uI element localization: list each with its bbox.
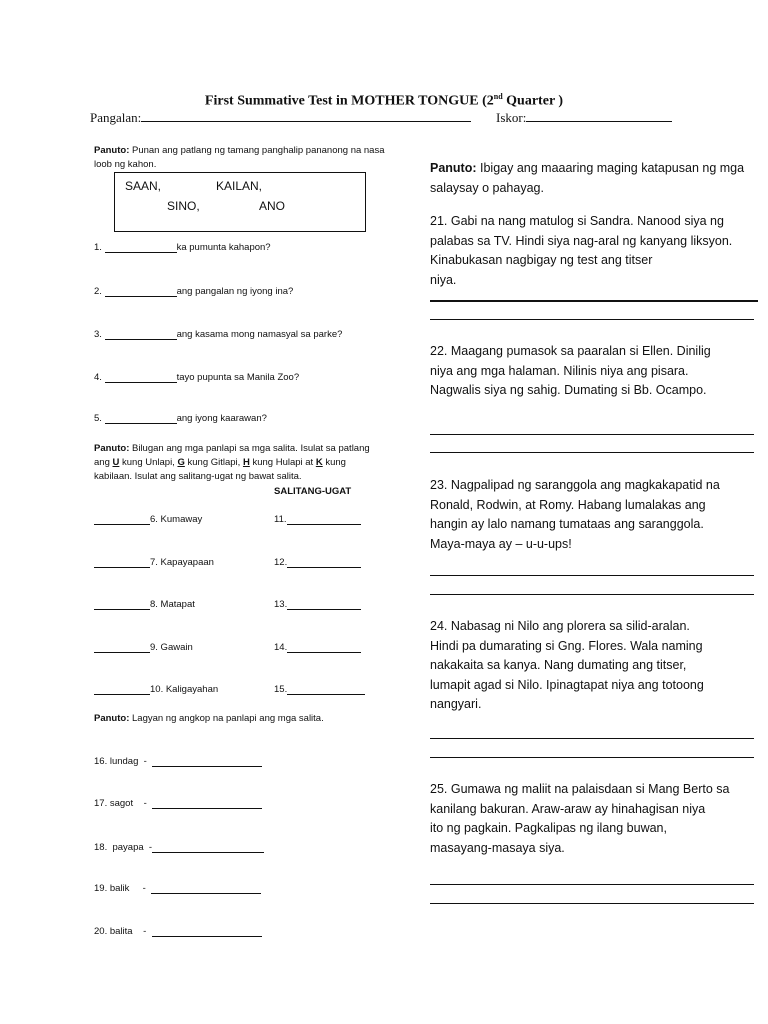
answer-blank[interactable] [94,557,150,568]
answer-blank[interactable] [94,642,150,653]
answer-blank[interactable] [94,599,150,610]
question-item: 1. ka pumunta kahapon? [94,242,271,253]
answer-blank[interactable] [287,684,365,695]
answer-line[interactable] [430,575,754,576]
answer-blank[interactable] [152,926,262,937]
affix-fill-item: 20. balita - [94,926,262,937]
answer-blank[interactable] [151,883,261,894]
answer-blank[interactable] [105,286,177,297]
part3-directions: Panuto: Lagyan ng angkop na panlapi ang mga salita. [94,713,324,724]
root-word-item: 12. [274,557,361,568]
word-box [114,172,366,232]
story-item: 24. Nabasag ni Nilo ang plorera sa silid-aralan. Hindi pa dumarating si Gng. Flores. Wala naming nakakaita sa kanya. Nang dumating ang titser, lumapit agad si Nilo. Ipinagtapat niya ang totoong nangyari. [430,619,704,711]
answer-blank[interactable] [105,242,177,253]
answer-blank[interactable] [287,642,361,653]
score-field[interactable] [496,110,672,126]
affix-fill-item: 17. sagot - [94,798,262,809]
answer-blank[interactable] [105,329,177,340]
affix-item: 8. Matapat [94,599,195,610]
answer-blank[interactable] [287,599,361,610]
score-line[interactable] [526,121,672,122]
answer-blank[interactable] [287,557,361,568]
root-word-item: 14. [274,642,361,653]
name-line[interactable] [141,121,471,122]
score-label: Iskor: [496,110,527,125]
box-word: KAILAN, [216,179,263,193]
answer-blank[interactable] [152,756,262,767]
answer-blank[interactable] [152,798,262,809]
answer-line[interactable] [430,452,754,453]
box-word: ANO [259,199,286,213]
story-item: 23. Nagpalipad ng saranggola ang magkakapatid na Ronald, Rodwin, at Romy. Habang lumalakas ang hangin ay lalo namang tumataas ang saranggola. Maya-maya ay – u-u-ups! [430,478,720,551]
answer-blank[interactable] [94,514,150,525]
answer-line[interactable] [430,434,754,435]
affix-item: 6. Kumaway [94,514,202,525]
answer-line[interactable] [430,757,754,758]
name-field[interactable] [90,110,471,126]
question-item: 2. ang pangalan ng iyong ina? [94,286,294,297]
affix-fill-item: 18. payapa - [94,842,264,853]
question-item: 5. ang iyong kaarawan? [94,413,267,424]
story-item: 22. Maagang pumasok sa paaralan si Ellen. Dinilig niya ang mga halaman. Nilinis niya ang pisara. Nagwalis siya ng sahig. Dumating si Bb. Ocampo. [430,344,711,397]
answer-blank[interactable] [94,684,150,695]
part1-directions: Panuto: Punan ang patlang ng tamang panghalip pananong na nasa loob ng kahon. [94,145,385,170]
part2-directions: Panuto: Bilugan ang mga panlapi sa mga salita. Isulat sa patlang ang U kung Unlapi, G kung Gitlapi, H kung Hulapi at K kung kabilaan. Isulat ang salitang-ugat ng bawat salita. [94,443,370,482]
root-word-item: 11. [274,514,361,525]
affix-fill-item: 16. lundag - [94,756,262,767]
answer-blank[interactable] [105,372,177,383]
box-word: SINO, [167,199,200,213]
root-word-header: SALITANG-UGAT [274,486,352,497]
affix-item: 10. Kaligayahan [94,684,218,695]
root-word-item: 13. [274,599,361,610]
affix-item: 7. Kapayapaan [94,557,214,568]
page-title: First Summative Test in MOTHER TONGUE (2nd Quarter ) [204,92,564,109]
answer-line[interactable] [430,319,754,320]
part4-directions: Panuto: Ibigay ang maaaring maging katapusan ng mga salaysay o pahayag. [430,161,745,195]
answer-blank[interactable] [105,413,177,424]
story-item: 21. Gabi na nang matulog si Sandra. Nanood siya ng palabas sa TV. Hindi siya nag-aral ng kanyang liksyon. Kinabukasan nagbigay ng test ang titser niya. [430,214,733,287]
answer-blank[interactable] [152,842,264,853]
affix-item: 9. Gawain [94,642,193,653]
question-item: 4. tayo pupunta sa Manila Zoo? [94,372,300,383]
story-item: 25. Gumawa ng maliit na palaisdaan si Mang Berto sa kanilang bakuran. Araw-araw ay hinahagisan niya ito ng pagkain. Pagkalipas ng ilang buwan, masayang-masaya siya. [430,782,730,855]
answer-line[interactable] [430,884,754,885]
answer-blank[interactable] [287,514,361,525]
affix-fill-item: 19. balik - [94,883,261,894]
answer-line[interactable] [430,903,754,904]
box-word: SAAN, [125,179,162,193]
name-label: Pangalan: [90,110,142,125]
answer-line[interactable] [430,594,754,595]
root-word-item: 15. [274,684,365,695]
answer-line[interactable] [430,300,758,302]
answer-line[interactable] [430,738,754,739]
question-item: 3. ang kasama mong namasyal sa parke? [94,329,343,340]
